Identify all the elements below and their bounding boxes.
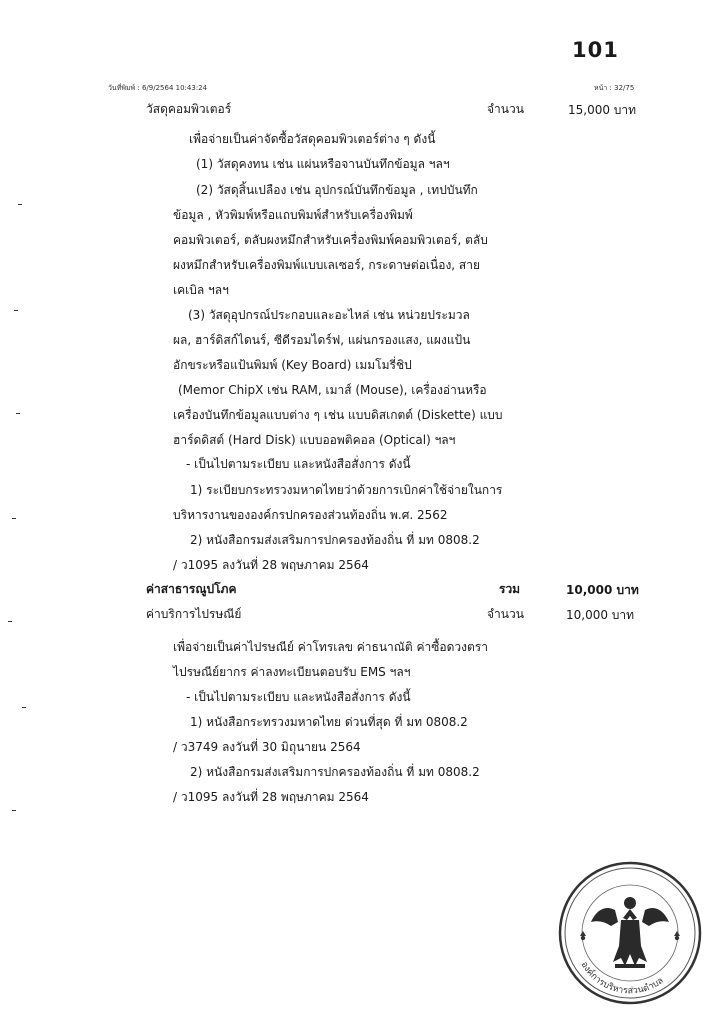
scan-mark	[22, 707, 26, 708]
text-line: เพื่อจ่ายเป็นค่าไปรษณีย์ ค่าโทรเลข ค่าธนาณัติ ค่าซื้อดวงตรา	[173, 640, 488, 654]
text-line: ข้อมูล , หัวพิมพ์หรือแถบพิมพ์สำหรับเครื่องพิมพ์	[173, 208, 413, 222]
text-line: อักขระหรือแป้นพิมพ์ (Key Board) เมมโมรี่ชิป	[173, 358, 412, 372]
text-line: (Memor ChipX เช่น RAM, เมาส์ (Mouse), เครื่องอ่านหรือ	[178, 383, 487, 397]
text-line: 1) หนังสือกระทรวงมหาดไทย ด่วนที่สุด ที่ มท 0808.2	[190, 715, 468, 729]
text-line: บริหารงานขององค์กรปกครองส่วนท้องถิ่น พ.ศ. 2562	[173, 508, 448, 522]
text-line: ไปรษณีย์ยากร ค่าลงทะเบียนตอบรับ EMS ฯลฯ	[173, 665, 411, 679]
item-title: ค่าบริการไปรษณีย์	[146, 607, 242, 621]
text-line: (2) วัสดุสิ้นเปลือง เช่น อุปกรณ์บันทึกข้อมูล , เทปบันทึก	[196, 183, 478, 197]
section-amount: 10,000 บาท	[566, 583, 639, 597]
text-line: คอมพิวเตอร์, ตลับผงหมึกสำหรับเครื่องพิมพ์คอมพิวเตอร์, ตลับ	[173, 233, 488, 247]
section-title: ค่าสาธารณูปโภค	[146, 582, 237, 596]
text-line: เครื่องบันทึกข้อมูลแบบต่าง ๆ เช่น แบบดิสเกตต์ (Diskette) แบบ	[173, 408, 503, 422]
print-date: วันที่พิมพ์ : 6/9/2564 10:43:24	[108, 84, 208, 92]
qty-label: จำนวน	[487, 102, 524, 116]
text-line: 2) หนังสือกรมส่งเสริมการปกครองท้องถิ่น ที่ มท 0808.2	[190, 765, 480, 779]
text-line: เคเบิล ฯลฯ	[173, 283, 229, 297]
text-line: ผล, ฮาร์ดิสก์ไดนร์, ซีดีรอมไดร์ฟ, แผ่นกรองแสง, แผงแป้น	[173, 333, 471, 347]
text-line: (3) วัสดุอุปกรณ์ประกอบและอะไหล่ เช่น หน่วยประมวล	[188, 308, 470, 322]
scan-mark	[14, 310, 18, 311]
text-line: ฮาร์ดดิสต์ (Hard Disk) แบบออพติคอล (Optical) ฯลฯ	[173, 433, 456, 447]
scan-mark	[12, 810, 16, 811]
text-line: 1) ระเบียบกระทรวงมหาดไทยว่าด้วยการเบิกค่าใช้จ่ายในการ	[190, 483, 503, 497]
text-line: / ว1095 ลงวันที่ 28 พฤษภาคม 2564	[173, 558, 369, 572]
official-seal-icon	[555, 858, 705, 1008]
text-line: - เป็นไปตามระเบียบ และหนังสือสั่งการ ดังนี้	[186, 457, 411, 471]
text-line: ผงหมึกสำหรับเครื่องพิมพ์แบบเลเซอร์, กระดาษต่อเนื่อง, สาย	[173, 258, 481, 272]
total-label: รวม	[499, 582, 521, 596]
scan-mark	[12, 518, 16, 519]
text-line: / ว3749 ลงวันที่ 30 มิถุนายน 2564	[173, 740, 361, 754]
item-amount: 15,000 บาท	[568, 103, 637, 117]
page-number: 101	[572, 38, 619, 62]
page-info: หน้า : 32/75	[594, 84, 635, 92]
text-line: เพื่อจ่ายเป็นค่าจัดซื้อวัสดุคอมพิวเตอร์ต่าง ๆ ดังนี้	[189, 132, 436, 146]
text-line: / ว1095 ลงวันที่ 28 พฤษภาคม 2564	[173, 790, 369, 804]
scan-mark	[16, 413, 20, 414]
scan-mark	[8, 621, 12, 622]
text-line: 2) หนังสือกรมส่งเสริมการปกครองท้องถิ่น ที่ มท 0808.2	[190, 533, 480, 547]
seal-text: องค์การบริหารส่วนตำบล	[578, 960, 666, 997]
text-line: (1) วัสดุคงทน เช่น แผ่นหรือจานบันทึกข้อมูล ฯลฯ	[196, 157, 450, 171]
qty-label: จำนวน	[487, 607, 524, 621]
scan-mark	[18, 204, 22, 205]
text-line: - เป็นไปตามระเบียบ และหนังสือสั่งการ ดังนี้	[186, 690, 411, 704]
item-title: วัสดุคอมพิวเตอร์	[146, 102, 232, 116]
item-amount: 10,000 บาท	[566, 608, 635, 622]
